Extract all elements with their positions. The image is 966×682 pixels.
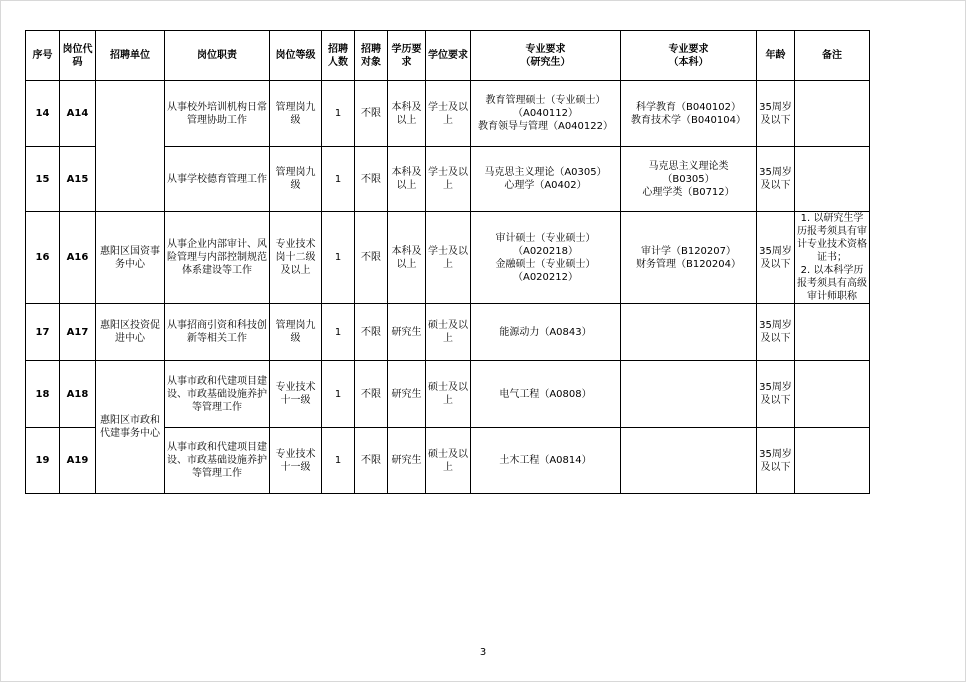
cell-line: 马克思主义理论类 xyxy=(648,160,729,172)
cell-code: A15 xyxy=(60,147,96,212)
cell-line: 专业要求 xyxy=(525,43,566,55)
cell-seq: 19 xyxy=(26,428,60,494)
cell-target: 不限 xyxy=(355,81,388,147)
recruitment-table xyxy=(25,30,870,494)
table-row xyxy=(26,212,870,304)
cell-edu: 本科及以上 xyxy=(388,81,426,147)
cell-grade: 专业技术十一级 xyxy=(270,361,322,428)
cell-remark xyxy=(795,361,870,428)
cell-degree: 硕士及以上 xyxy=(426,428,471,494)
cell-unit xyxy=(96,81,165,212)
cell-count: 1 xyxy=(322,212,355,304)
cell-edu: 本科及以上 xyxy=(388,212,426,304)
cell-major-grad xyxy=(471,428,621,494)
cell-edu: 研究生 xyxy=(388,304,426,361)
cell-duty: 从事市政和代建项目建设、市政基础设施养护等管理工作 xyxy=(165,428,270,494)
cell-line: （A020212） xyxy=(512,271,578,283)
header-major-ug xyxy=(621,31,757,81)
cell-unit: 惠阳区投资促进中心 xyxy=(96,304,165,361)
cell-count: 1 xyxy=(322,428,355,494)
table-row xyxy=(26,81,870,147)
cell-degree: 学士及以上 xyxy=(426,147,471,212)
cell-edu: 研究生 xyxy=(388,428,426,494)
cell-major-ug xyxy=(621,147,757,212)
cell-target: 不限 xyxy=(355,212,388,304)
cell-line: 心理学（A0402） xyxy=(504,180,587,191)
cell-line: （B0305） xyxy=(662,173,715,185)
cell-line: （研究生） xyxy=(520,56,571,68)
cell-line: 财务管理（B120204） xyxy=(635,258,742,270)
header-seq: 序号 xyxy=(26,31,60,81)
cell-age: 35周岁及以下 xyxy=(757,81,795,147)
cell-unit: 惠阳区国资事务中心 xyxy=(96,212,165,304)
cell-line: 能源动力（A0843） xyxy=(499,326,592,338)
cell-target: 不限 xyxy=(355,147,388,212)
cell-age: 35周岁及以下 xyxy=(757,212,795,304)
cell-duty: 从事校外培训机构日常管理协助工作 xyxy=(165,81,270,147)
cell-degree: 硕士及以上 xyxy=(426,361,471,428)
header-major-grad xyxy=(471,31,621,81)
cell-remark xyxy=(795,428,870,494)
cell-target: 不限 xyxy=(355,361,388,428)
cell-target: 不限 xyxy=(355,304,388,361)
cell-line: 电气工程（A0808） xyxy=(499,388,592,400)
cell-line: 2. 以本科学历报考须具有高级审计师职称 xyxy=(797,265,867,302)
cell-line: 科学教育（B040102） xyxy=(635,101,742,113)
cell-line: 教育领导与管理（A040122） xyxy=(477,121,613,132)
cell-seq: 15 xyxy=(26,147,60,212)
cell-major-ug xyxy=(621,212,757,304)
cell-code: A17 xyxy=(60,304,96,361)
cell-remark xyxy=(795,81,870,147)
cell-grade: 专业技术岗十二级及以上 xyxy=(270,212,322,304)
page-number: 3 xyxy=(479,647,487,658)
cell-line: 马克思主义理论（A0305） xyxy=(484,167,607,178)
cell-line: 金融硕士（专业硕士） xyxy=(495,258,596,270)
header-grade: 岗位等级 xyxy=(270,31,322,81)
cell-line: 1. 以研究生学历报考须具有审计专业技术资格证书； xyxy=(797,213,867,263)
cell-grade: 管理岗九级 xyxy=(270,304,322,361)
cell-age: 35周岁及以下 xyxy=(757,147,795,212)
cell-code: A19 xyxy=(60,428,96,494)
table-row xyxy=(26,304,870,361)
cell-line: 教育管理硕士（专业硕士） xyxy=(485,95,606,106)
cell-seq: 17 xyxy=(26,304,60,361)
cell-major-grad xyxy=(471,304,621,361)
cell-line: （A020218） xyxy=(512,245,578,257)
cell-seq: 16 xyxy=(26,212,60,304)
cell-line: 土木工程（A0814） xyxy=(499,455,592,466)
cell-grade: 专业技术十一级 xyxy=(270,428,322,494)
header-code: 岗位代码 xyxy=(60,31,96,81)
cell-edu: 研究生 xyxy=(388,361,426,428)
header-target: 招聘对象 xyxy=(355,31,388,81)
table-row xyxy=(26,361,870,428)
cell-major-grad xyxy=(471,81,621,147)
cell-code: A18 xyxy=(60,361,96,428)
cell-line: 教育技术学（B040104） xyxy=(630,114,747,126)
cell-line: 审计硕士（专业硕士） xyxy=(495,232,596,244)
cell-age: 35周岁及以下 xyxy=(757,361,795,428)
cell-line: 专业要求 xyxy=(668,43,709,55)
cell-unit: 惠阳区市政和代建事务中心 xyxy=(96,361,165,494)
header-age: 年龄 xyxy=(757,31,795,81)
header-remark: 备注 xyxy=(795,31,870,81)
cell-count: 1 xyxy=(322,81,355,147)
cell-duty: 从事招商引资和科技创新等相关工作 xyxy=(165,304,270,361)
cell-degree: 学士及以上 xyxy=(426,81,471,147)
cell-major-ug xyxy=(621,81,757,147)
cell-duty: 从事学校德育管理工作 xyxy=(165,147,270,212)
cell-line: 审计学（B120207） xyxy=(640,245,737,257)
cell-major-grad xyxy=(471,147,621,212)
cell-grade: 管理岗九级 xyxy=(270,147,322,212)
header-row xyxy=(26,31,870,81)
cell-remark xyxy=(795,212,870,304)
cell-target: 不限 xyxy=(355,428,388,494)
cell-line: （A040112） xyxy=(512,108,578,119)
header-edu: 学历要求 xyxy=(388,31,426,81)
cell-code: A14 xyxy=(60,81,96,147)
cell-duty: 从事市政和代建项目建设、市政基础设施养护等管理工作 xyxy=(165,361,270,428)
cell-count: 1 xyxy=(322,147,355,212)
header-degree: 学位要求 xyxy=(426,31,471,81)
cell-remark xyxy=(795,147,870,212)
header-count: 招聘人数 xyxy=(322,31,355,81)
cell-age: 35周岁及以下 xyxy=(757,428,795,494)
cell-major-ug xyxy=(621,428,757,494)
cell-line: 心理学类（B0712） xyxy=(642,186,735,198)
cell-seq: 14 xyxy=(26,81,60,147)
cell-count: 1 xyxy=(322,361,355,428)
cell-major-grad xyxy=(471,212,621,304)
cell-grade: 管理岗九级 xyxy=(270,81,322,147)
cell-seq: 18 xyxy=(26,361,60,428)
cell-age: 35周岁及以下 xyxy=(757,304,795,361)
cell-remark xyxy=(795,304,870,361)
cell-degree: 学士及以上 xyxy=(426,212,471,304)
cell-degree: 硕士及以上 xyxy=(426,304,471,361)
cell-line: （本科） xyxy=(668,56,709,68)
cell-edu: 本科及以上 xyxy=(388,147,426,212)
cell-duty: 从事企业内部审计、风险管理与内部控制规范体系建设等工作 xyxy=(165,212,270,304)
cell-major-ug xyxy=(621,304,757,361)
header-unit: 招聘单位 xyxy=(96,31,165,81)
cell-code: A16 xyxy=(60,212,96,304)
header-duty: 岗位职责 xyxy=(165,31,270,81)
cell-major-grad xyxy=(471,361,621,428)
cell-count: 1 xyxy=(322,304,355,361)
cell-major-ug xyxy=(621,361,757,428)
